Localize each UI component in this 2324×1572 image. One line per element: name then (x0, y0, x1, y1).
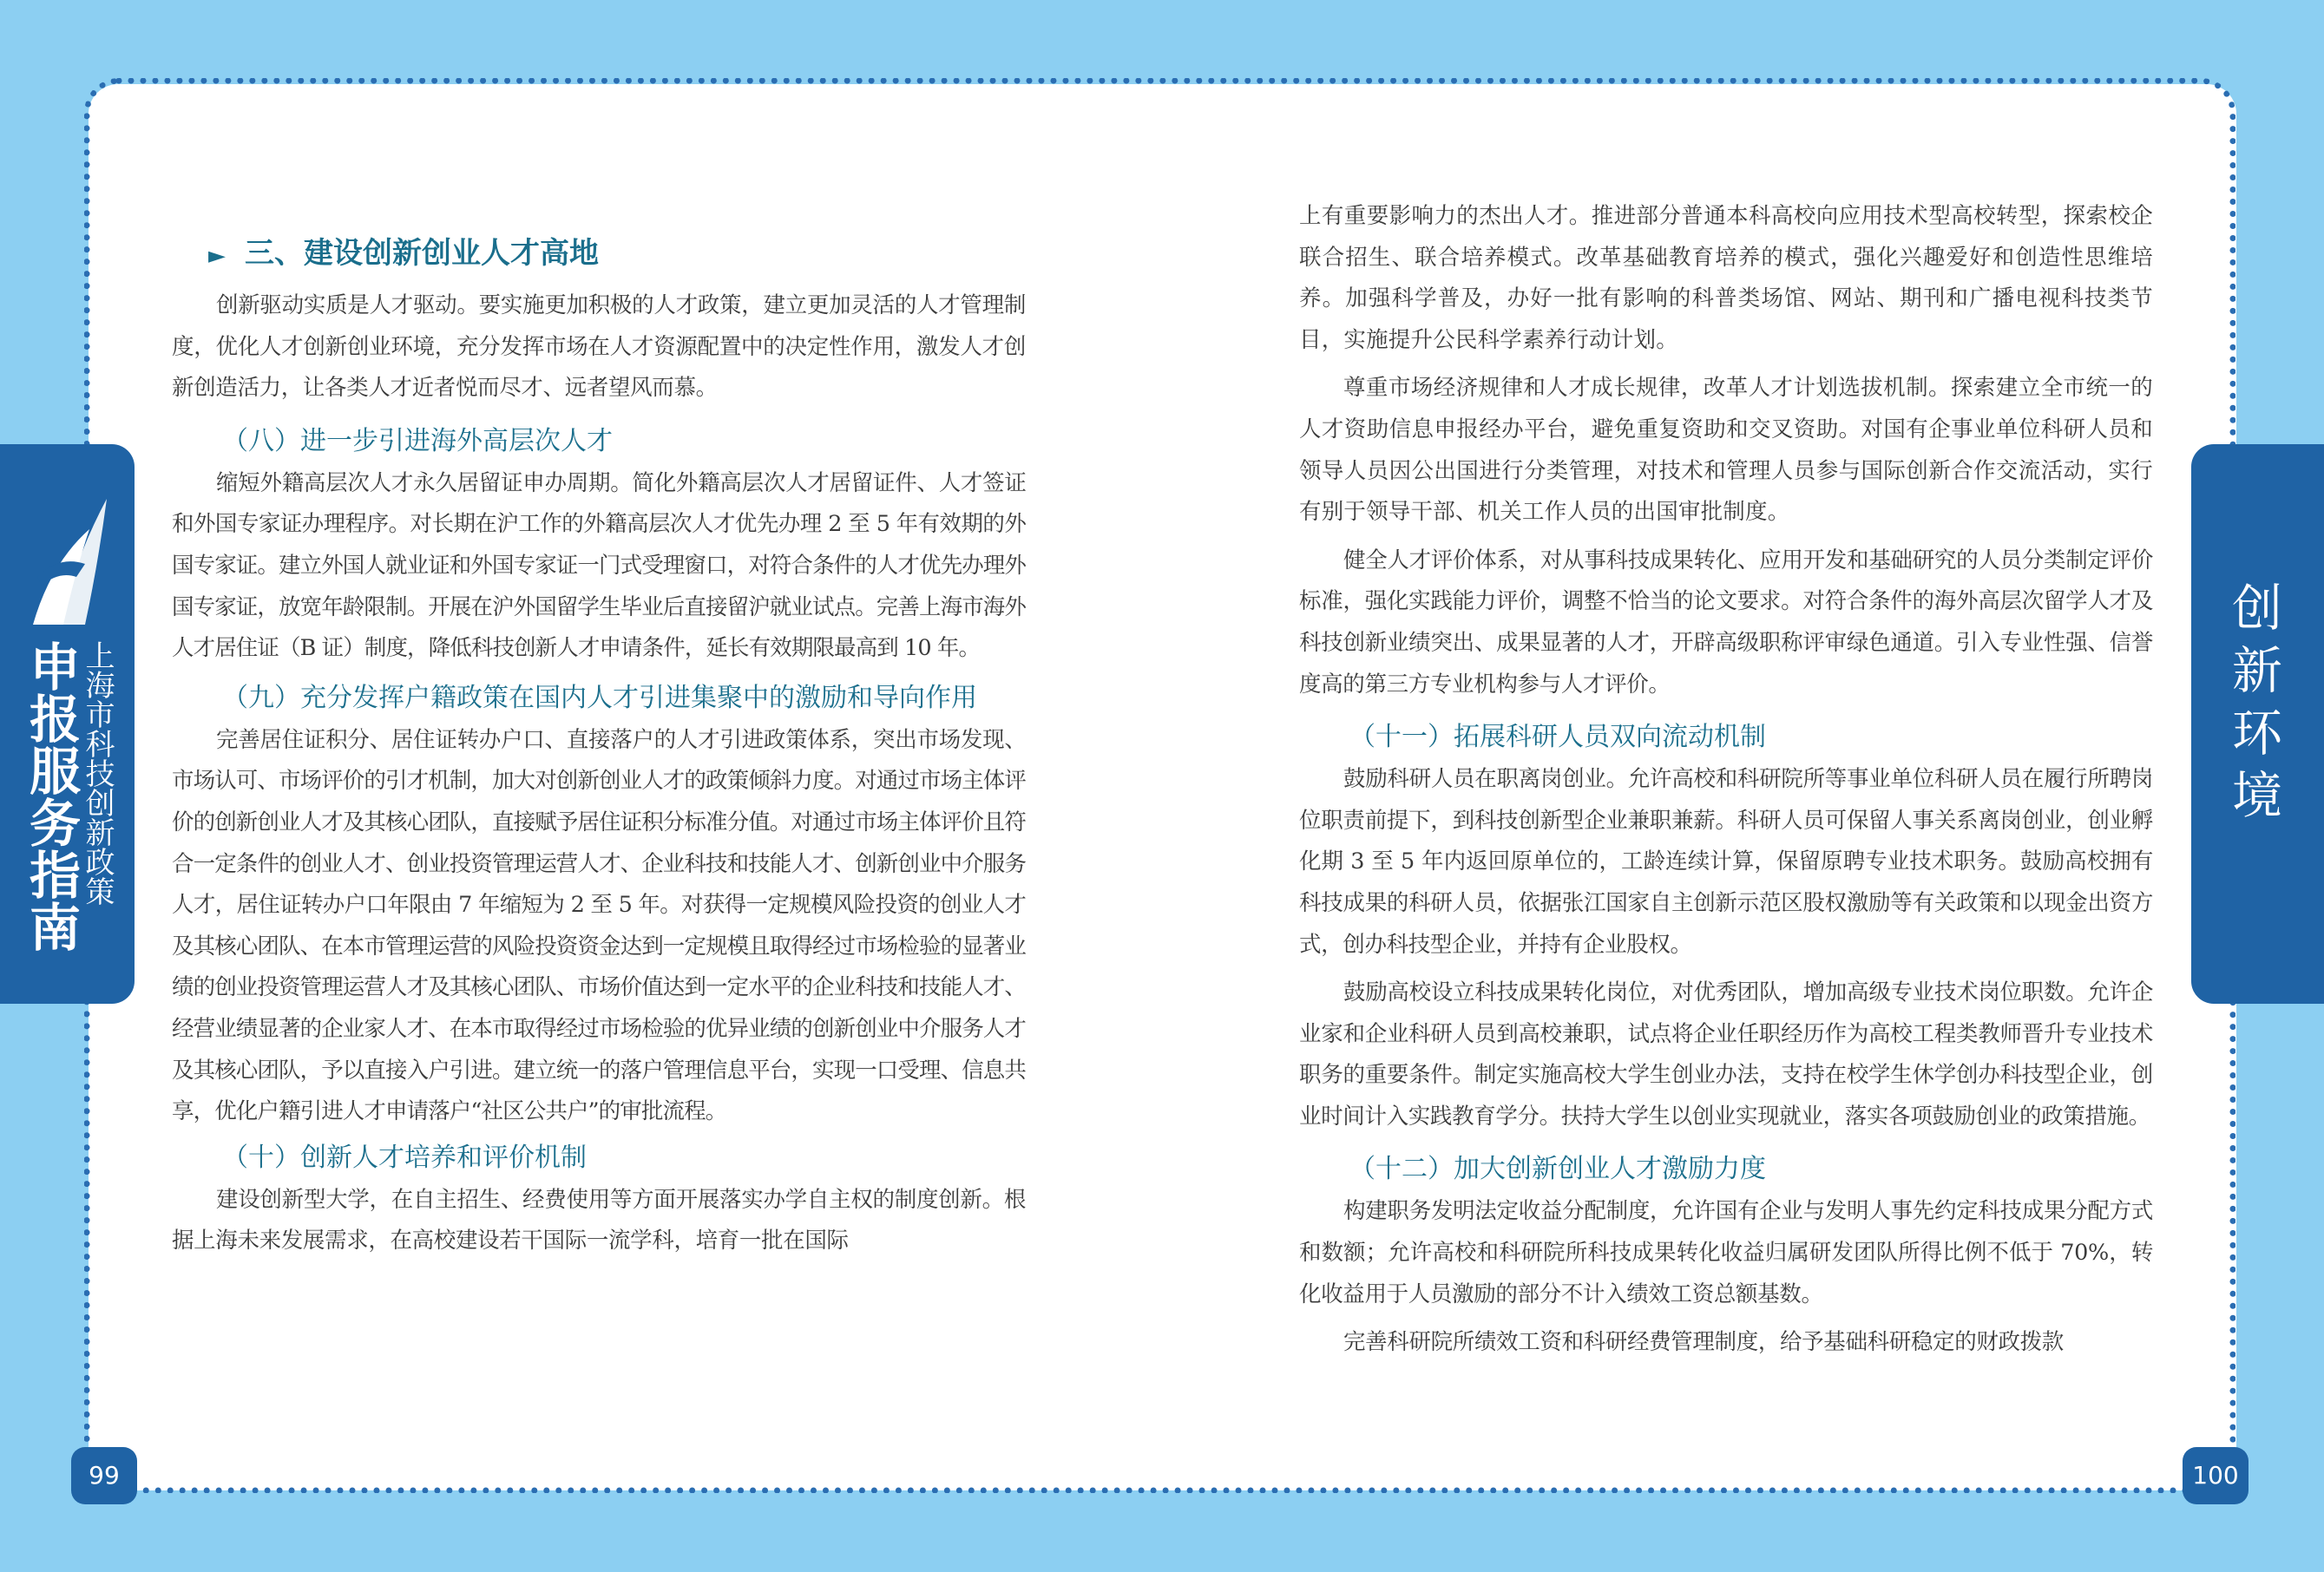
right-column (1299, 196, 2153, 1371)
paragraph: 鼓励科研人员在职离岗创业。允许高校和科研院所等事业单位科研人员在履行所聘岗位职责前提下，到科技创新型企业兼职兼薪。科研人员可保留人事关系离岗创业，创业孵化期 3 至 5 年内返回原单位的，工龄连续计算，保留原聘专业技术职务。鼓励高校拥有科技成果的科研人员，依据张江国家自主创新示范区股权激励等有关政策和以现金出资方式，创办科技型企业，并持有企业股权。 (1299, 766, 2153, 958)
sidebar-vertical-subtitle: 上海市科技创新政策 (80, 640, 115, 906)
section-label: 创新环境 (2223, 581, 2282, 831)
paragraph: 完善居住证积分、居住证转办户口、直接落户的人才引进政策体系，突出市场发现、市场认可、市场评价的引才机制，加大对创新创业人才的政策倾斜力度。对通过市场主体评价的创新创业人才及其核心团队，直接赋予居住证积分标准分值。对通过市场主体评价且符合一定条件的创业人才、创业投资管理运营人才、企业科技和技能人才、创新创业中介服务人才，居住证转办户口年限由 7 年缩短为 2 至 5 年。对获得一定规模风险投资的创业人才及其核心团队、在本市管理运营的风险投资资金达到一定规模且取得经过市场检验的显著业绩的创业投资管理运营人才及其核心团队、市场价值达到一定水平的企业科技和技能人才、经营业绩显著的企业家人才、在本市取得经过市场检验的优异业绩的创新创业中介服务人才及其核心团队，予以直接入户引进。建立统一的落户管理信息平台，实现一口受理、信息共享，优化户籍引进人才申请落户“社区公共户”的审批流程。 (172, 726, 1027, 1125)
subsection-title-10: （十）创新人才培养和评价机制 (222, 1142, 587, 1173)
subsection-title-11: （十一）拓展科研人员双向流动机制 (1349, 722, 1766, 753)
subsection-title-9: （九）充分发挥户籍政策在国内人才引进集聚中的激励和导向作用 (222, 682, 977, 713)
left-column (172, 233, 1026, 1269)
paragraph: 尊重市场经济规律和人才成长规律，改革人才计划选拔机制。探索建立全市统一的人才资助信息申报经办平台，避免重复资助和交叉资助。对国有企事业单位科研人员和领导人员因公出国进行分类管理，对技术和管理人员参与国际创新合作交流活动，实行有别于领导干部、机关工作人员的出国审批制度。 (1299, 375, 2153, 526)
shanghai-sail-logo-icon (24, 495, 111, 633)
intro-paragraph: 创新驱动实质是人才驱动。要实施更加积极的人才政策，建立更加灵活的人才管理制度，优化人才创新创业环境，充分发挥市场在人才资源配置中的决定性作用，激发人才创新创造活力，让各类人才近者悦而尽才、远者望风而慕。 (172, 292, 1026, 402)
paragraph: 健全人才评价体系，对从事科技成果转化、应用开发和基础研究的人员分类制定评价标准，强化实践能力评价，调整不恰当的论文要求。对符合条件的海外高层次留学人才及科技创新业绩突出、成果显著的人才，开辟高级职称评审绿色通道。引入专业性强、信誉度高的第三方专业机构参与人才评价。 (1299, 547, 2153, 698)
page-number-left: 99 (71, 1447, 137, 1504)
continued-paragraph: 上有重要影响力的杰出人才。推进部分普通本科高校向应用技术型高校转型，探索校企联合招生、联合培养模式。改革基础教育培养的模式，强化兴趣爱好和创造性思维培养。加强科学普及，办好一批有影响的科普类场馆、网站、期刊和广播电视科技类节目，实施提升公民科学素养行动计划。 (1299, 203, 2153, 353)
paragraph: 构建职务发明法定收益分配制度，允许国有企业与发明人事先约定科技成果分配方式和数额；允许高校和科研院所科技成果转化收益归属研发团队所得比例不低于 70%，转化收益用于人员激励的部分不计入绩效工资总额基数。 (1299, 1198, 2153, 1307)
page-number-right: 100 (2183, 1447, 2249, 1504)
paragraph: 建设创新型大学，在自主招生、经费使用等方面开展落实办学自主权的制度创新。根据上海未来发展需求，在高校建设若干国际一流学科，培育一批在国际 (172, 1186, 1026, 1254)
paragraph: 完善科研院所绩效工资和科研经费管理制度，给予基础科研稳定的财政拨款 (1343, 1329, 2064, 1356)
paragraph: 鼓励高校设立科技成果转化岗位，对优秀团队，增加高级专业技术岗位职数。允许企业家和企业科研人员到高校兼职，试点将企业任职经历作为高校工程类教师晋升专业技术职务的重要条件。制定实施高校大学生创业办法，支持在校学生休学创办科技型企业，创业时间计入实践教育学分。扶持大学生以创业实现就业，落实各项鼓励创业的政策措施。 (1299, 979, 2153, 1130)
paragraph: 缩短外籍高层次人才永久居留证申办周期。简化外籍高层次人才居留证件、人才签证和外国专家证办理程序。对长期在沪工作的外籍高层次人才优先办理 2 至 5 年有效期的外国专家证。建立外国人就业证和外国专家证一门式受理窗口，对符合条件的人才优先办理外国专家证，放宽年龄限制。开展在沪外国留学生毕业后直接留沪就业试点。完善上海市海外人才居住证（B 证）制度，降低科技创新人才申请条件，延长有效期限最高到 10 年。 (172, 469, 1027, 662)
subsection-title-12: （十二）加大创新创业人才激励力度 (1349, 1154, 1766, 1185)
section-heading: ► 三、建设创新创业人才高地 (208, 236, 599, 271)
subsection-title-8: （八）进一步引进海外高层次人才 (222, 425, 613, 456)
triangle-bullet-icon: ► (208, 243, 226, 269)
sidebar-vertical-title: 申报服务指南 (21, 640, 81, 953)
